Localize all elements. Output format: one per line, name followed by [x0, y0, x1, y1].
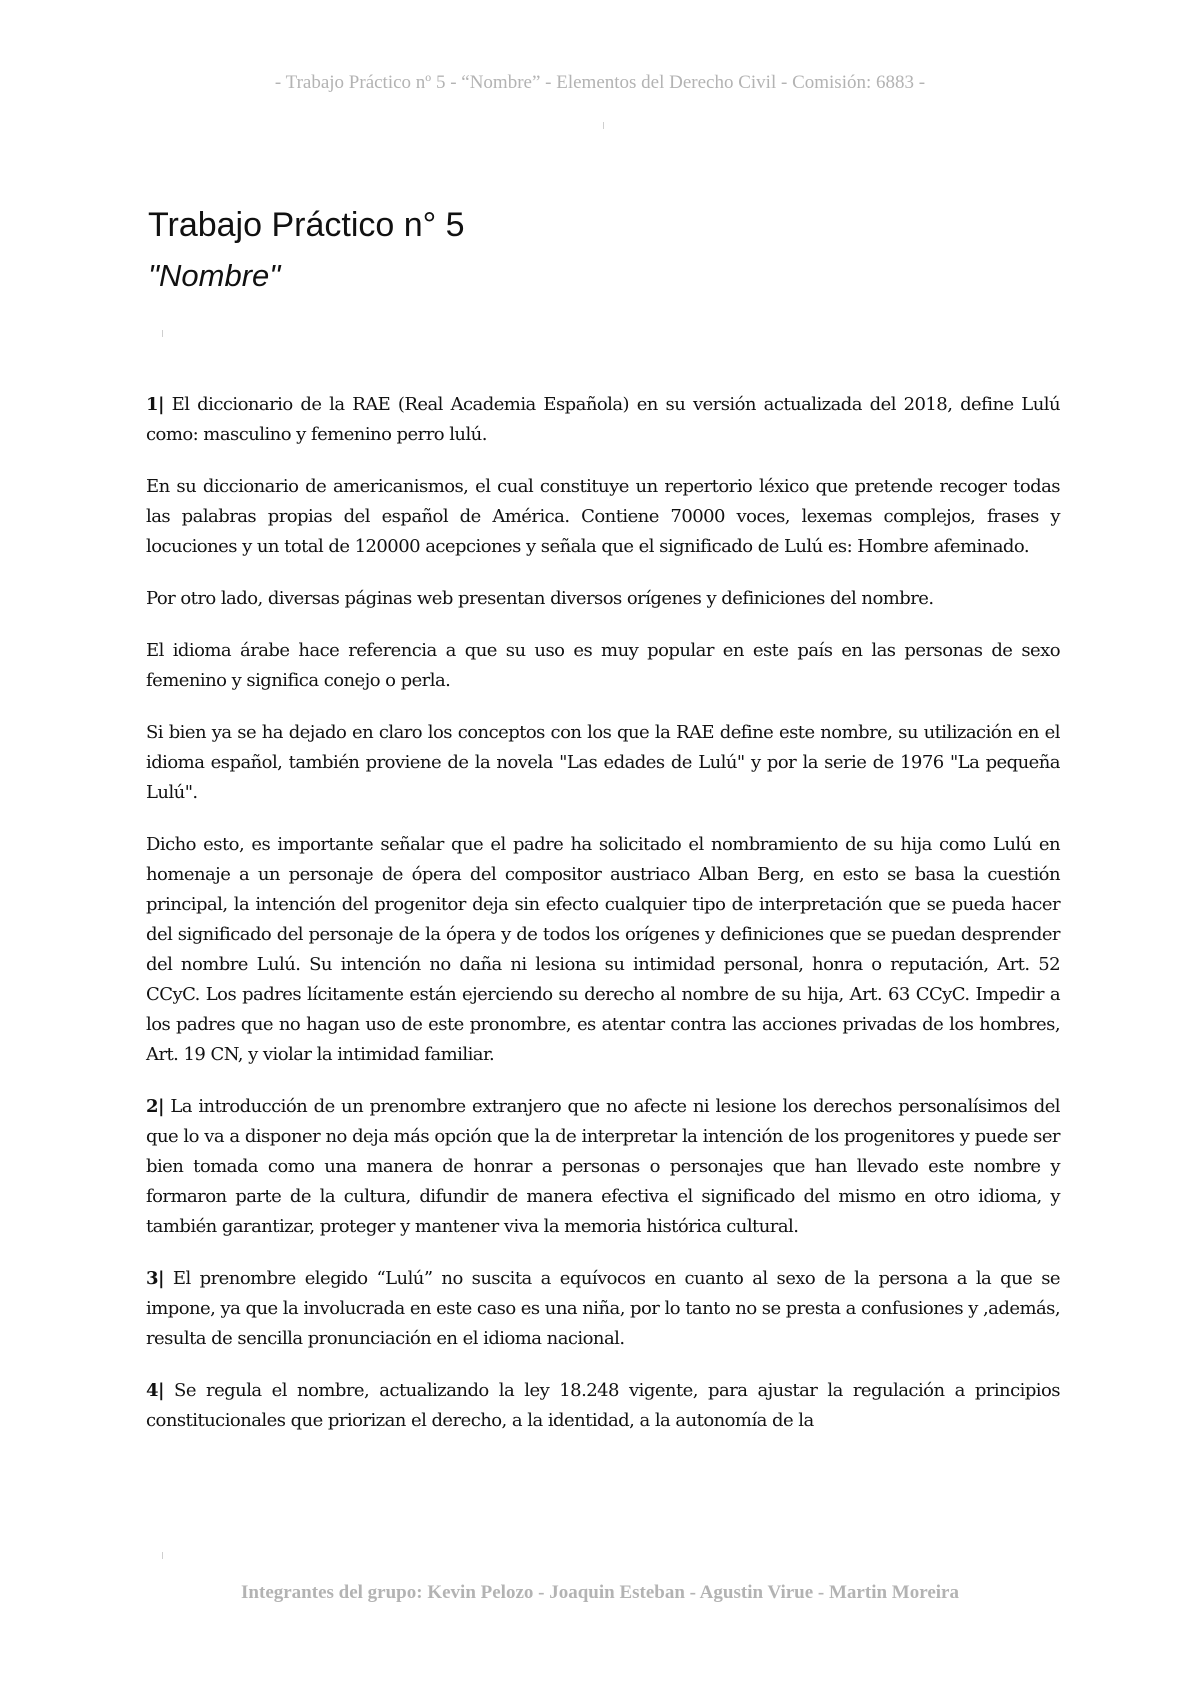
section-number-3: 3| — [146, 1268, 164, 1289]
title-tick-mark — [162, 330, 163, 337]
paragraph-4: El idioma árabe hace referencia a que su uso es muy popular en este país en las personas de sexo femenino y significa conejo o perla. — [146, 640, 1060, 691]
paragraph-8-text: El prenombre elegido “Lulú” no suscita a equívocos en cuanto al sexo de la persona a la que se impone, ya que la involucrada en este caso es una niña, por lo tanto no se presta a confusiones y ,además, resulta de sencilla pronunciación en el idioma nacional. — [146, 1268, 1060, 1349]
paragraph-5: Si bien ya se ha dejado en claro los conceptos con los que la RAE define este nombre, su utilización en el idioma español, también proviene de la novela "Las edades de Lulú" y por la serie de 1976 "La pequeña Lulú". — [146, 722, 1060, 803]
footer-tick-mark — [162, 1552, 163, 1559]
section-number-2: 2| — [146, 1096, 164, 1117]
section-number-1: 1| — [146, 394, 164, 415]
paragraph-1-text: El diccionario de la RAE (Real Academia Española) en su versión actualizada del 2018, define Lulú como: masculino y femenino perro lulú. — [146, 394, 1060, 445]
paragraph-7 — [146, 1092, 1060, 1242]
document-title: Trabajo Práctico n° 5 — [148, 206, 465, 244]
paragraph-2: En su diccionario de americanismos, el cual constituye un repertorio léxico que pretende recoger todas las palabras propias del español de América. Contiene 70000 voces, lexemas complejos, frases y locuciones y un total de 120000 acepciones y señala que el significado de Lulú es: Hombre afeminado. — [146, 476, 1060, 557]
paragraph-6: Dicho esto, es importante señalar que el padre ha solicitado el nombramiento de su hija como Lulú en homenaje a un personaje de ópera del compositor austriaco Alban Berg, en esto se basa la cuestión principal, la intención del progenitor deja sin efecto cualquier tipo de interpretación que se pueda hacer del significado del personaje de la ópera y de todos los orígenes y definiciones que se puedan desprender del nombre Lulú. Su intención no daña ni lesiona su intimidad personal, honra o reputación, Art. 52 CCyC. Los padres lícitamente están ejerciendo su derecho al nombre de su hija, Art. 63 CCyC. Impedir a los padres que no hagan uso de este pronombre, es atentar contra las acciones privadas de los hombres, Art. 19 CN, y violar la intimidad familiar. — [146, 834, 1060, 1065]
paragraph-1 — [146, 390, 1060, 450]
paragraph-9 — [146, 1376, 1060, 1436]
section-number-4: 4| — [146, 1380, 164, 1401]
paragraph-3: Por otro lado, diversas páginas web presentan diversos orígenes y definiciones del nombre. — [146, 588, 934, 609]
running-footer: Integrantes del grupo: Kevin Pelozo - Joaquin Esteban - Agustin Virue - Martin Moreira — [241, 1582, 959, 1603]
header-tick-mark — [603, 122, 604, 129]
paragraph-7-text: La introducción de un prenombre extranjero que no afecte ni lesione los derechos personalísimos del que lo va a disponer no deja más opción que la de interpretar la intención de los progenitores y puede ser bien tomada como una manera de honrar a personas o personajes que han llevado este nombre y formaron parte de la cultura, difundir de manera efectiva el significado del mismo en otro idioma, y también garantizar, proteger y mantener viva la memoria histórica cultural. — [146, 1096, 1060, 1237]
paragraph-9-text: Se regula el nombre, actualizando la ley 18.248 vigente, para ajustar la regulación a principios constitucionales que priorizan el derecho, a la identidad, a la autonomía de la — [146, 1380, 1060, 1431]
running-header: - Trabajo Práctico nº 5 - “Nombre” - Elementos del Derecho Civil - Comisión: 6883 - — [274, 72, 926, 93]
document-subtitle: "Nombre" — [148, 258, 281, 293]
paragraph-8 — [146, 1264, 1060, 1354]
document-body — [146, 390, 1060, 1458]
